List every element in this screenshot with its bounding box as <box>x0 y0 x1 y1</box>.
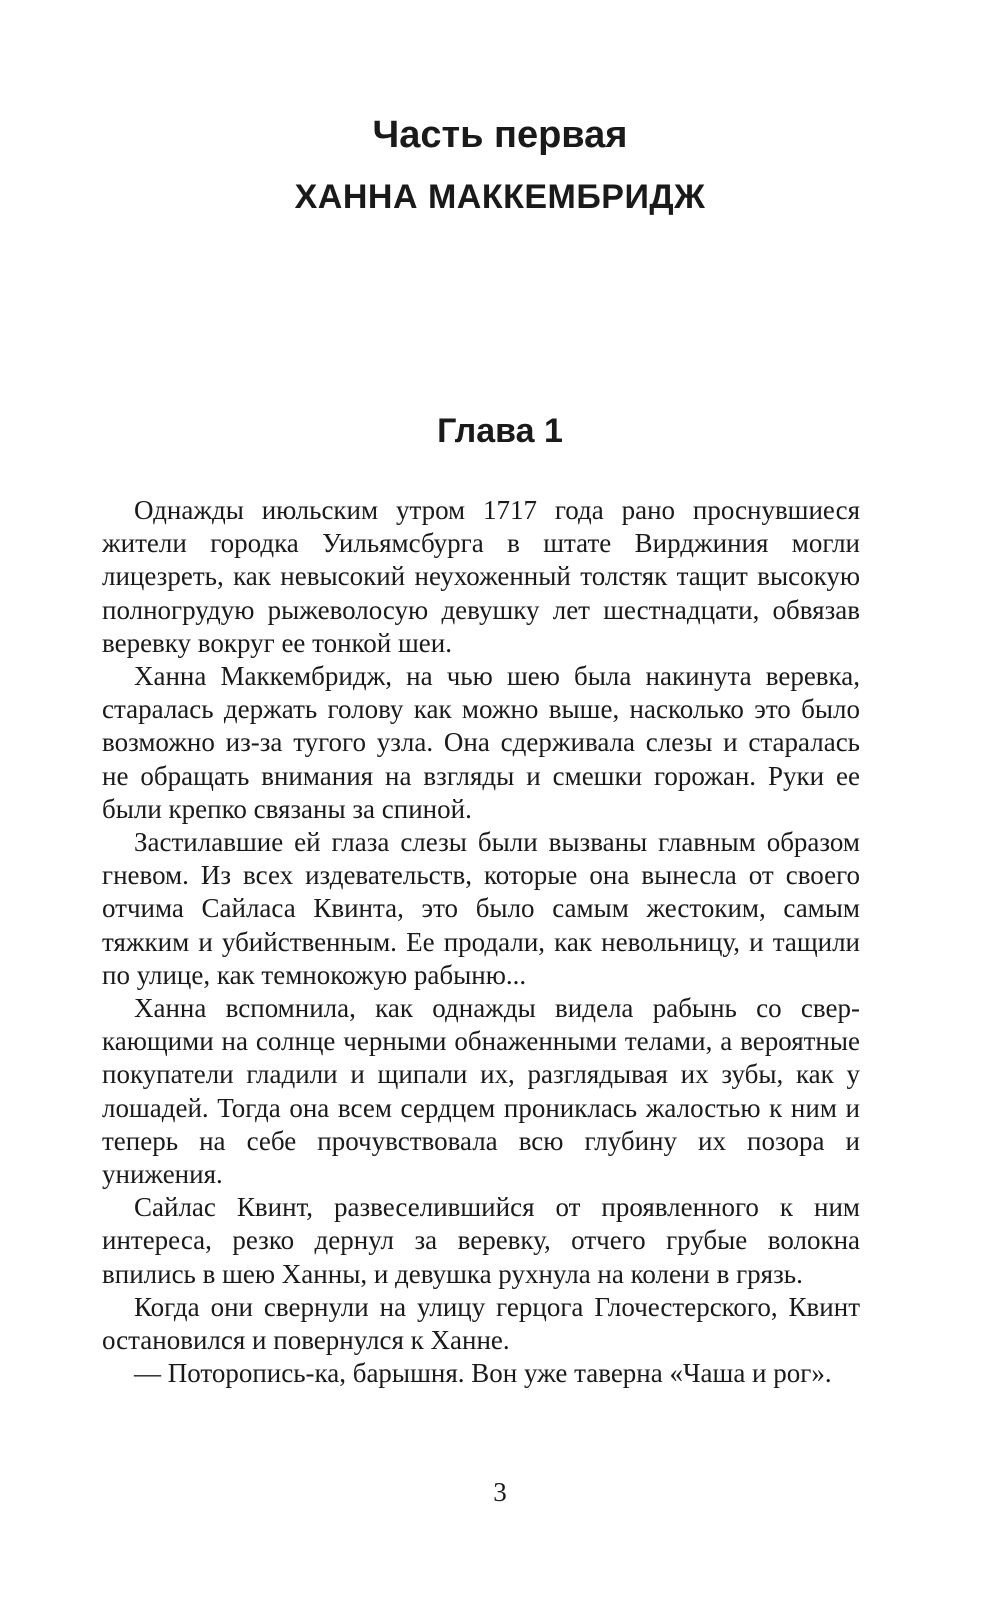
paragraph: Сайлас Квинт, развеселившийся от проявленного к ним интереса, резко дернул за веревку, отчего грубые волокна впились в шею Ханны, и девушка рухнула на колени в грязь. <box>102 1192 860 1289</box>
part-title: Часть первая <box>372 114 628 156</box>
part-subtitle: ХАННА МАККЕМБРИДЖ <box>294 178 706 216</box>
page-number: 3 <box>493 1477 507 1507</box>
chapter-title: Глава 1 <box>437 412 563 450</box>
paragraph: Когда они свернули на улицу герцога Глочестерского, Квинт остановился и повернулся к Ханне. <box>102 1291 860 1356</box>
paragraph: Застилавшие ей глаза слезы были вызваны главным образом гневом. Из всех издевательств, которые она вынесла от своего отчима Сайласа Квинта, это было самым жестоким, самым тяжким и убийственным. Ее продали, как невольницу, и тащили по улице, как темнокожую рабыню... <box>102 827 860 990</box>
paragraph: Ханна Маккембридж, на чью шею была накинута веревка, старалась держать голову как можно выше, насколько это было возможно из-за тугого узла. Она сдерживала слезы и старалась не обращать внимания на взгляды и смешки горожан. Руки ее были крепко связаны за спиной. <box>102 661 860 824</box>
paragraph: Ханна вспомнила, как однажды видела рабынь со сверкающими на солнце черными обнаженными телами, а вероятные покупатели гладили и щипали их, разглядывая их зубы, как у лошадей. Тогда она всем сердцем прониклась жалостью к ним и теперь на себе прочувствовала всю глубину их позора и унижения. <box>102 993 860 1190</box>
chapter-body <box>102 494 860 1390</box>
paragraph: Однажды июльским утром 1717 года рано проснувшиеся жители городка Уильямсбурга в штате Вирджиния могли лицезреть, как невысокий неухоженный толстяк тащит высокую полногрудую рыжеволосую девушку лет шестнадцати, обвязав веревку вокруг ее тонкой шеи. <box>102 495 860 658</box>
paragraph: — Поторопись-ка, барышня. Вон уже таверна «Чаша и рог». <box>134 1358 832 1389</box>
